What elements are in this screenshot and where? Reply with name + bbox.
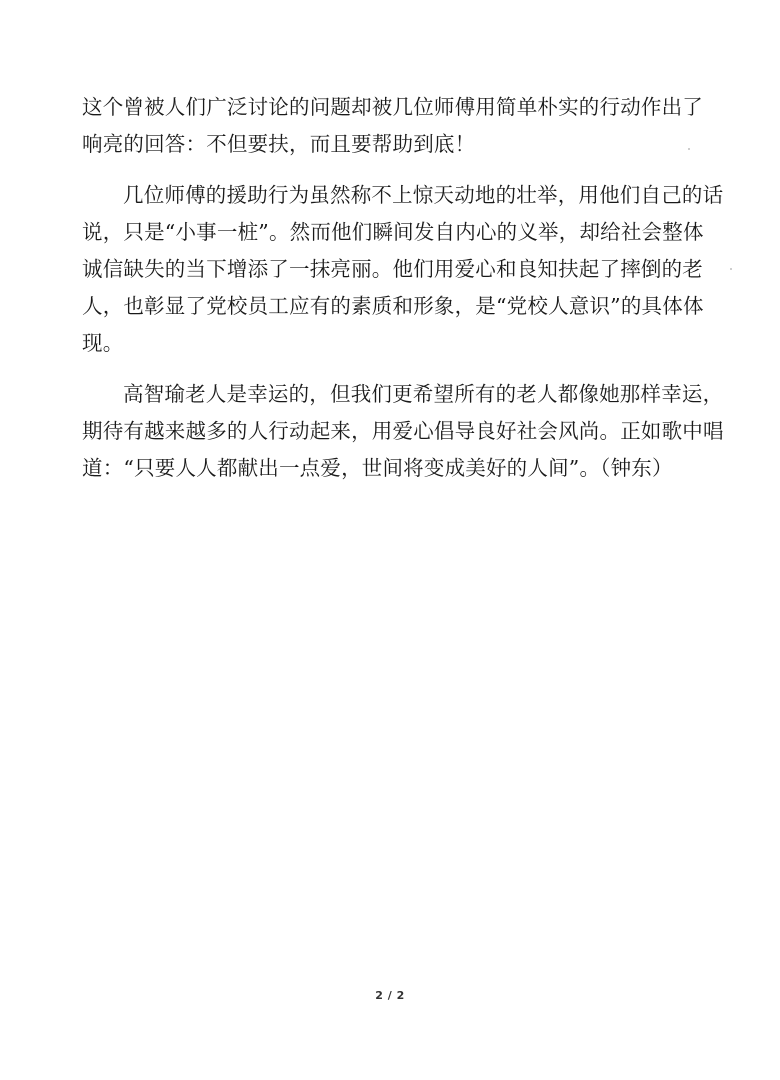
paragraph xyxy=(82,376,724,487)
text-line: 说，只是“小事一桩”。然而他们瞬间发自内心的义举，却给社会整体 xyxy=(82,220,704,244)
text-line: 高智瑜老人是幸运的，但我们更希望所有的老人都像她那样幸运， xyxy=(123,382,724,406)
text-line: 这个曾被人们广泛讨论的问题却被几位师傅用简单朴实的行动作出了 xyxy=(82,95,703,119)
text-line: 几位师傅的援助行为虽然称不上惊天动地的壮举，用他们自己的话 xyxy=(123,183,724,207)
text-line: 现。 xyxy=(82,331,124,355)
text-line: 诚信缺失的当下增添了一抹亮丽。他们用爱心和良知扶起了摔倒的老 xyxy=(82,257,703,281)
page-number: 2 / 2 xyxy=(375,989,405,1002)
text-line: 响亮的回答：不但要扶，而且要帮助到底！ xyxy=(82,132,476,156)
text-line: 道：“只要人人都献出一点爱，世间将变成美好的人间”。（钟东） xyxy=(82,456,673,480)
paragraph xyxy=(82,177,724,362)
paragraph xyxy=(82,89,703,163)
scan-speck xyxy=(688,148,690,150)
scan-speck xyxy=(730,268,732,270)
text-line: 期待有越来越多的人行动起来，用爱心倡导良好社会风尚。正如歌中唱 xyxy=(82,419,724,443)
text-line: 人，也彰显了党校员工应有的素质和形象，是“党校人意识”的具体体 xyxy=(82,294,704,318)
document-body xyxy=(82,89,724,487)
